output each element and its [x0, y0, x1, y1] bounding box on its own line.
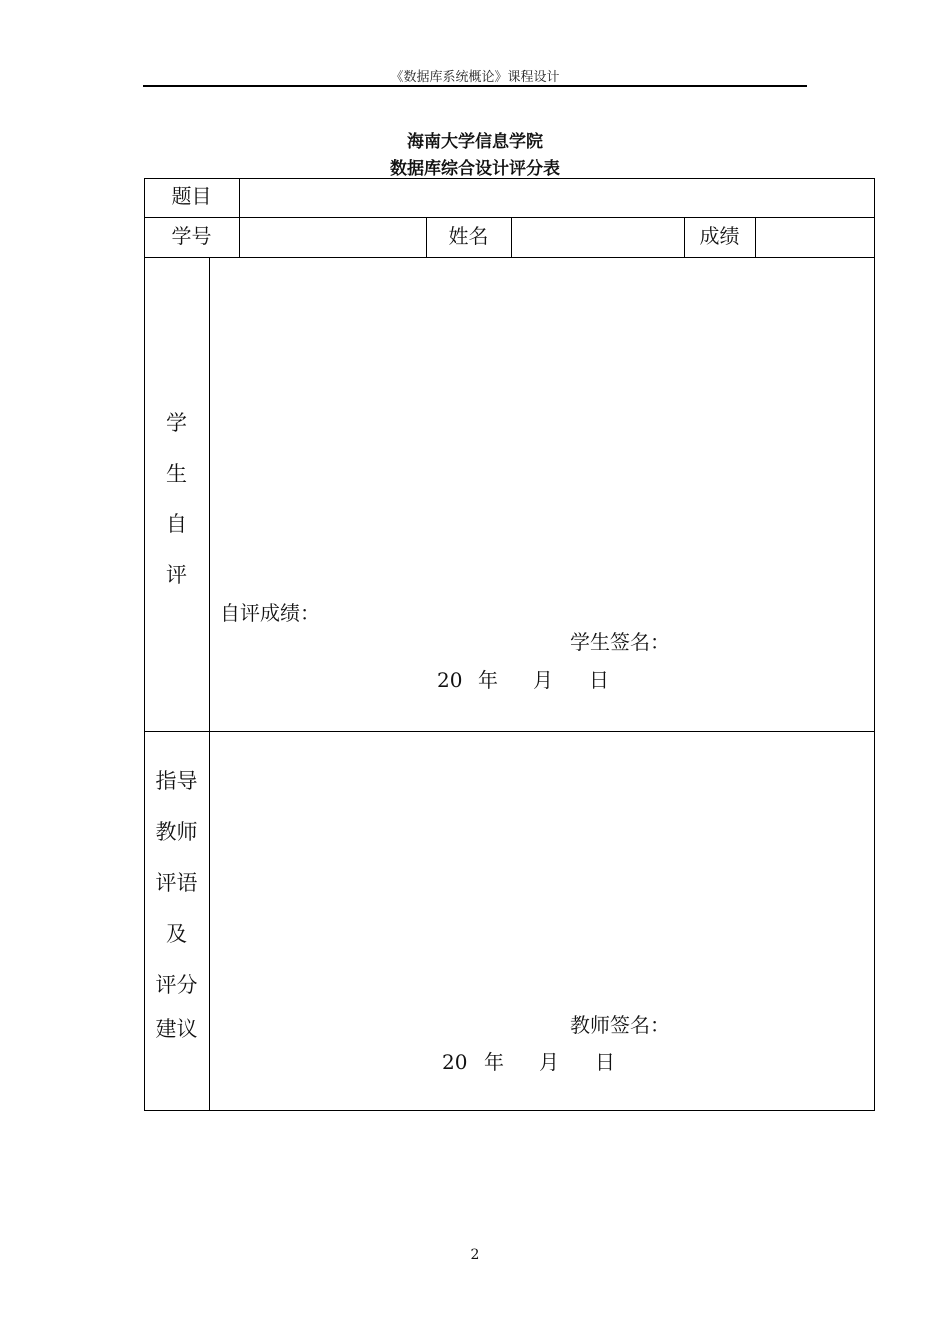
side-char: 生: [166, 461, 187, 486]
side-line: 教师: [155, 820, 198, 844]
teacher-signature-label: 教师签名：: [570, 1013, 670, 1037]
running-header: 《数据库系统概论》课程设计: [390, 70, 560, 85]
self-evaluation-side-label: [144, 398, 209, 600]
side-line: 及: [166, 922, 187, 946]
side-char: 学: [166, 411, 187, 435]
name-field[interactable]: [513, 219, 683, 256]
page-number: 2: [470, 1247, 480, 1263]
institution-title: 海南大学信息学院: [407, 132, 543, 152]
student-id-field[interactable]: [241, 219, 425, 256]
table-border-bottom: [144, 1110, 875, 1111]
form-title: 数据库综合设计评分表: [390, 159, 560, 179]
col-divider: [511, 217, 512, 258]
student-signature-label: 学生签名：: [570, 630, 670, 654]
self-evaluation-area[interactable]: [211, 259, 873, 589]
teacher-date-day: 日: [595, 1050, 615, 1074]
teacher-date-year: 年: [484, 1050, 504, 1074]
side-char: 评: [166, 562, 187, 587]
topic-label: 题目: [171, 184, 212, 208]
student-id-label: 学号: [171, 224, 212, 248]
side-char: 自: [166, 512, 187, 536]
name-label: 姓名: [448, 224, 489, 248]
self-grade-label: 自评成绩：: [220, 601, 320, 625]
side-line: 评语: [155, 871, 198, 895]
table-border-top: [144, 178, 875, 179]
side-line: 评分: [155, 973, 198, 997]
row-divider: [144, 257, 875, 258]
col-divider: [755, 217, 756, 258]
student-date-year: 年: [478, 668, 498, 692]
grade-field[interactable]: [757, 219, 873, 256]
row-divider: [144, 731, 875, 732]
side-line: 指导: [155, 769, 198, 793]
student-date-year-prefix: 20: [437, 668, 463, 692]
teacher-comment-area[interactable]: [211, 733, 873, 1003]
topic-field[interactable]: [241, 180, 873, 216]
col-divider: [209, 257, 210, 1111]
student-date-day: 日: [589, 668, 609, 692]
teacher-date-month: 月: [539, 1050, 559, 1074]
table-border-right: [874, 178, 875, 1111]
grade-label: 成绩: [699, 224, 740, 248]
row-divider: [144, 217, 875, 218]
teacher-date-year-prefix: 20: [442, 1050, 468, 1074]
side-line: 建议: [155, 1017, 198, 1041]
teacher-evaluation-side-label: [144, 769, 209, 1042]
col-divider: [239, 178, 240, 258]
student-date-month: 月: [533, 668, 553, 692]
